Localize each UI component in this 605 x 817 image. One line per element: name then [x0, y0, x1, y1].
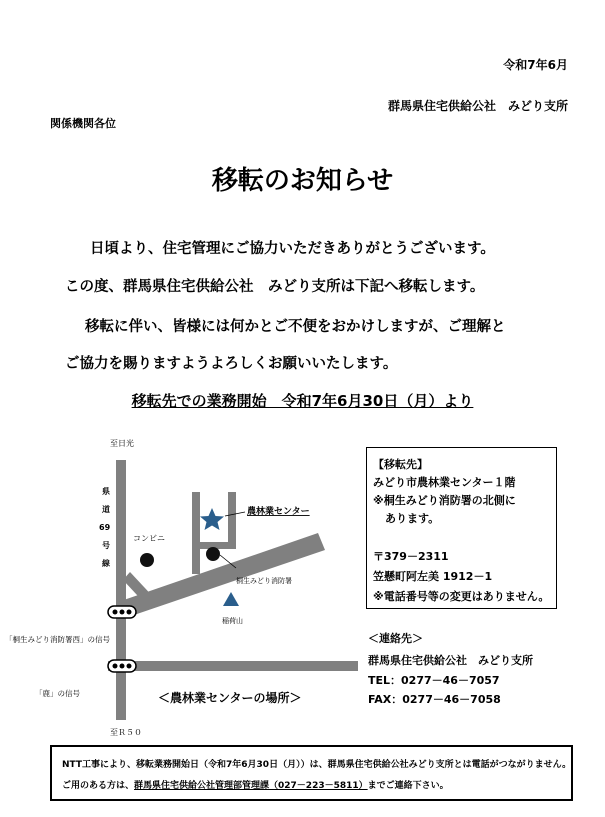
- center-access-road-right: [228, 492, 236, 547]
- star-icon: [200, 508, 224, 530]
- fire-station-marker: [206, 547, 220, 561]
- destination-box: [366, 447, 557, 609]
- conbini-label: コンビニ: [133, 534, 165, 543]
- issue-date: 令和7年6月: [503, 58, 568, 72]
- contact-heading: ＜連絡先＞: [368, 632, 423, 645]
- signal-1-label: 「桐生みどり消防署西」の信号: [5, 635, 110, 644]
- shrine-label: 稲荷山: [222, 617, 243, 625]
- road-label-2: 道: [102, 505, 110, 514]
- body-line-2: この度、群馬県住宅供給公社 みどり支所は下記へ移転します。: [65, 279, 485, 295]
- destination-postal: 〒379－2311: [373, 550, 449, 563]
- fire-station-label: 桐生みどり消防署: [236, 577, 292, 585]
- south-label: 至Ｒ５０: [110, 728, 142, 737]
- body-line-4: ご協力を賜りますようよろしくお願いいたします。: [65, 356, 398, 372]
- contact-tel: TEL：0277－46－7057: [368, 674, 500, 687]
- horizontal-road: [108, 661, 358, 671]
- center-label: 農林業センター: [247, 507, 310, 517]
- ntt-notice-suffix: までご連絡下さい。: [367, 781, 449, 791]
- destination-note-1: ※桐生みどり消防署の北側に: [373, 494, 516, 507]
- contact-org: 群馬県住宅供給公社 みどり支所: [368, 654, 533, 667]
- conbini-marker: [140, 553, 154, 567]
- road-label-5: 線: [102, 559, 110, 568]
- road-label-1: 県: [102, 487, 110, 496]
- business-start-notice: 移転先での業務開始 令和7年6月30日（月）より: [131, 392, 474, 410]
- ntt-notice-box: [50, 745, 573, 801]
- issuer-org: 群馬県住宅供給公社 みどり支所: [387, 99, 568, 113]
- body-line-1: 日頃より、住宅管理にご協力いただきありがとうございます。: [90, 241, 495, 257]
- contact-fax: FAX：0277－46－7058: [368, 693, 501, 706]
- map-caption: ＜農林業センターの場所＞: [158, 691, 302, 705]
- road-label-4: 号: [102, 541, 110, 550]
- ntt-notice-prefix: ご用のある方は、: [62, 781, 135, 791]
- road-label-3: 69: [99, 523, 111, 532]
- ntt-notice-line-2: [62, 778, 449, 791]
- page-title: 移転のお知らせ: [211, 166, 394, 196]
- destination-note-2: あります。: [385, 512, 440, 525]
- north-label: 至日光: [110, 439, 134, 448]
- location-map: [0, 430, 360, 740]
- destination-place: みどり市農林業センター１階: [373, 476, 516, 489]
- traffic-signal-2: [108, 660, 136, 672]
- body-line-3: 移転に伴い、皆様には何かとご不便をおかけしますが、ご理解と: [85, 319, 506, 335]
- signal-2-label: 「鹿」の信号: [35, 689, 80, 698]
- destination-address: 笠懸町阿左美 1912－1: [373, 570, 493, 583]
- destination-phone-note: ※電話番号等の変更はありません。: [373, 590, 550, 603]
- prefectural-road-69: [116, 460, 126, 720]
- destination-heading: 【移転先】: [373, 458, 428, 471]
- ntt-notice-line-1: NTT工事により、移転業務開始日（令和7年6月30日（月））は、群馬県住宅供給公社みどり支所とは電話がつながりません。: [62, 760, 572, 770]
- triangle-icon: [223, 592, 239, 606]
- addressee: 関係機関各位: [50, 117, 116, 130]
- center-access-road-left: [192, 492, 200, 574]
- management-dept-contact: 群馬県住宅供給公社管理部管理課（027－223－5811）: [134, 781, 368, 791]
- traffic-signal-1: [108, 606, 136, 618]
